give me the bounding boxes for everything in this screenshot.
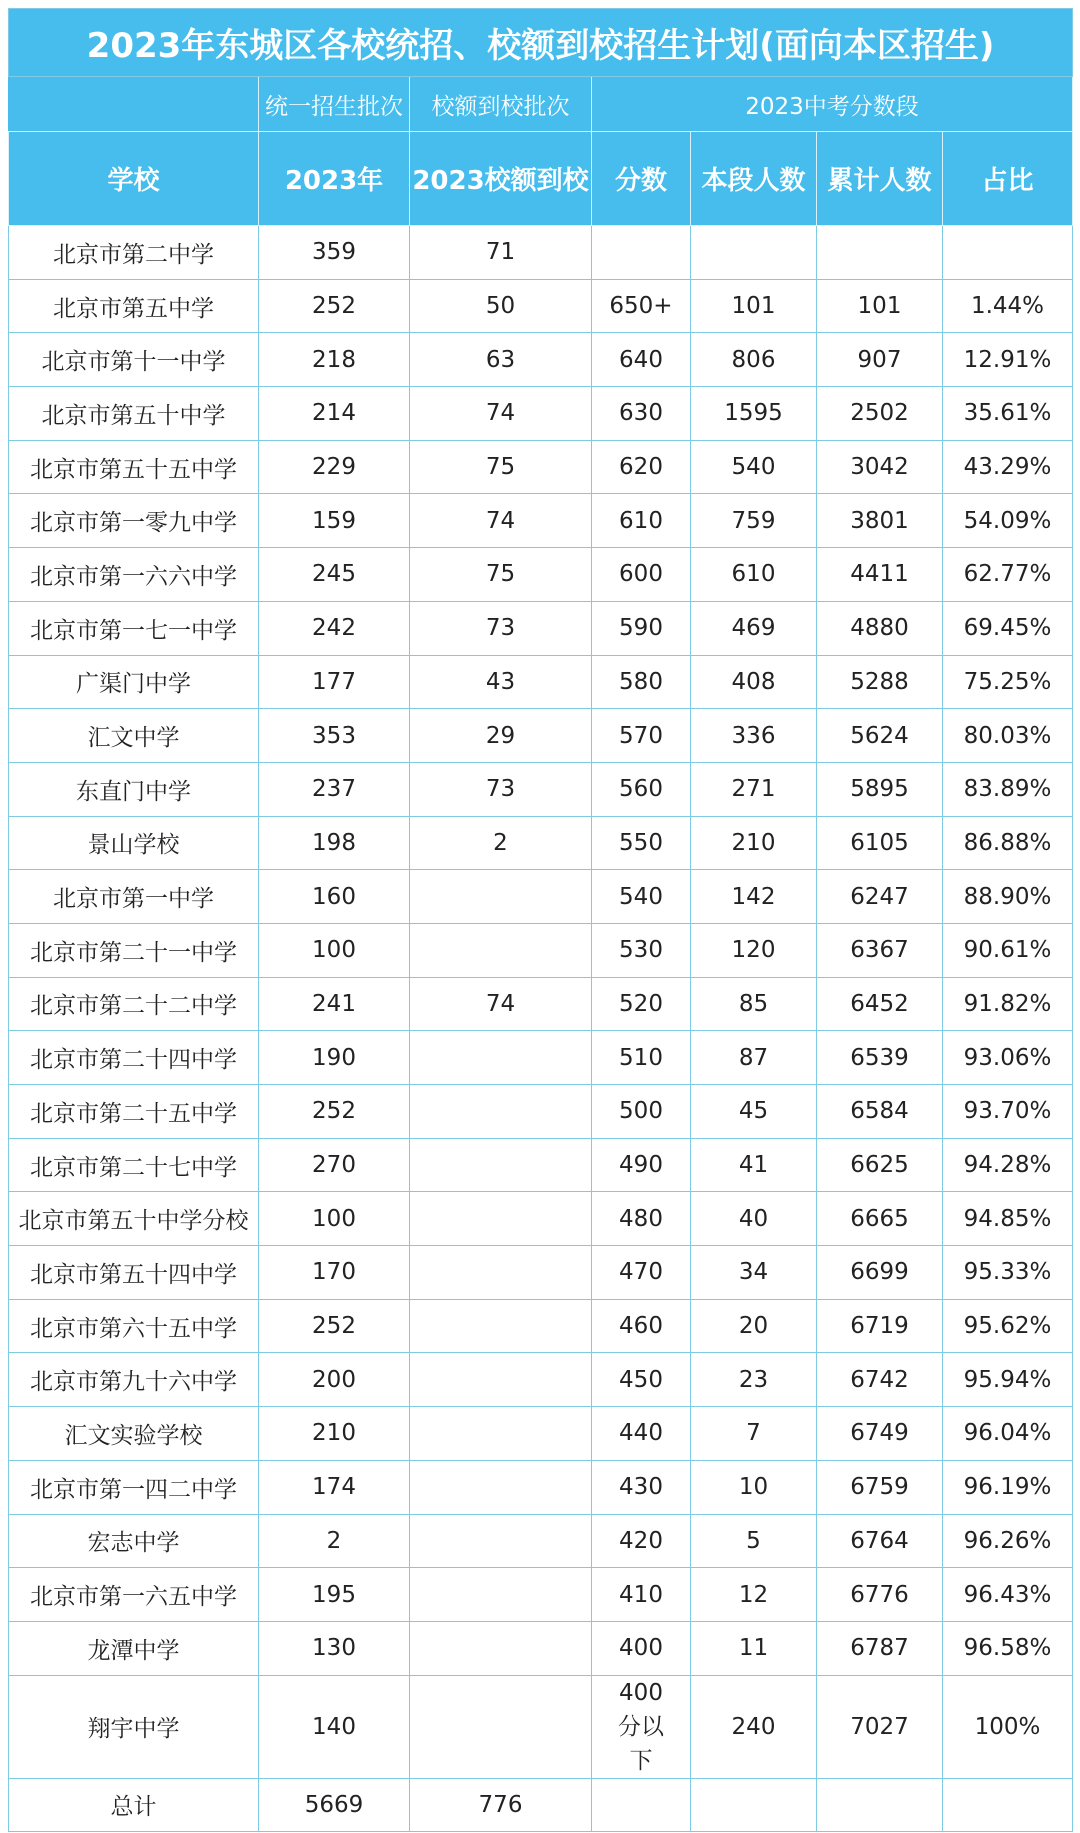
cell-band-count: 10: [691, 1460, 817, 1514]
cell-score: 400: [592, 1621, 691, 1675]
cell-school: 北京市第一四二中学: [9, 1460, 259, 1514]
cell-quota: 74: [410, 977, 592, 1031]
cell-unified: 210: [259, 1407, 410, 1461]
cell-ratio: 75.25%: [943, 655, 1073, 709]
cell-cumulative: 6749: [817, 1407, 943, 1461]
group-header-unified: 统一招生批次: [259, 77, 410, 132]
cell-quota: [410, 1192, 592, 1246]
cell-school: 北京市第二十二中学: [9, 977, 259, 1031]
cell-band-count: 610: [691, 548, 817, 602]
cell-ratio: 96.43%: [943, 1568, 1073, 1622]
cell-band-count: 336: [691, 709, 817, 763]
cell-score: 590: [592, 601, 691, 655]
cell-school: 北京市第五十中学: [9, 387, 259, 441]
cell-band-count: 540: [691, 440, 817, 494]
cell-unified: 252: [259, 279, 410, 333]
cell-school: 北京市第六十五中学: [9, 1299, 259, 1353]
cell-score: 630: [592, 387, 691, 441]
cell-unified: 160: [259, 870, 410, 924]
cell-score: 430: [592, 1460, 691, 1514]
cell-quota: 73: [410, 601, 592, 655]
total-empty-band: [691, 1778, 817, 1831]
total-empty-cumulative: [817, 1778, 943, 1831]
cell-unified: 198: [259, 816, 410, 870]
cell-score: [592, 226, 691, 280]
cell-score: 560: [592, 762, 691, 816]
cell-band-count: 40: [691, 1192, 817, 1246]
cell-cumulative: 5288: [817, 655, 943, 709]
cell-unified: 177: [259, 655, 410, 709]
cell-school: 北京市第二十七中学: [9, 1138, 259, 1192]
cell-ratio: 94.28%: [943, 1138, 1073, 1192]
table-row: [9, 1675, 1073, 1778]
cell-school: 广渠门中学: [9, 655, 259, 709]
cell-ratio: 90.61%: [943, 923, 1073, 977]
cell-ratio: 12.91%: [943, 333, 1073, 387]
cell-school: 北京市第一零九中学: [9, 494, 259, 548]
cell-score: 650+: [592, 279, 691, 333]
cell-band-count: 23: [691, 1353, 817, 1407]
cell-quota: [410, 1568, 592, 1622]
table-row: [9, 387, 1073, 441]
cell-school: 北京市第二中学: [9, 226, 259, 280]
cell-band-count: 34: [691, 1246, 817, 1300]
cell-band-count: 408: [691, 655, 817, 709]
admissions-table-wrapper: [8, 8, 1072, 1832]
cell-score: 450: [592, 1353, 691, 1407]
cell-cumulative: 6452: [817, 977, 943, 1031]
table-row: [9, 923, 1073, 977]
cell-school: 北京市第一中学: [9, 870, 259, 924]
cell-school: 北京市第一六五中学: [9, 1568, 259, 1622]
cell-ratio: [943, 226, 1073, 280]
table-row: [9, 494, 1073, 548]
cell-quota: 75: [410, 440, 592, 494]
cell-band-count: 12: [691, 1568, 817, 1622]
cell-quota: [410, 1299, 592, 1353]
cell-school: 宏志中学: [9, 1514, 259, 1568]
cell-score: 530: [592, 923, 691, 977]
cell-score: 410: [592, 1568, 691, 1622]
table-row: [9, 1031, 1073, 1085]
table-row: [9, 1085, 1073, 1139]
table-row: [9, 1192, 1073, 1246]
table-row: [9, 655, 1073, 709]
table-row: [9, 1353, 1073, 1407]
table-row: [9, 279, 1073, 333]
column-header-ratio: 占比: [943, 132, 1073, 226]
cell-score: 600: [592, 548, 691, 602]
cell-quota: 71: [410, 226, 592, 280]
cell-cumulative: 6759: [817, 1460, 943, 1514]
cell-quota: 43: [410, 655, 592, 709]
cell-school: 景山学校: [9, 816, 259, 870]
cell-score: 540: [592, 870, 691, 924]
cell-band-count: 210: [691, 816, 817, 870]
cell-unified: 174: [259, 1460, 410, 1514]
cell-cumulative: 6776: [817, 1568, 943, 1622]
table-row: [9, 1460, 1073, 1514]
cell-cumulative: 3042: [817, 440, 943, 494]
table-row: [9, 762, 1073, 816]
cell-score: 470: [592, 1246, 691, 1300]
table-row: [9, 1621, 1073, 1675]
cell-unified: 159: [259, 494, 410, 548]
group-header-blank: [9, 77, 259, 132]
cell-ratio: 94.85%: [943, 1192, 1073, 1246]
cell-unified: 195: [259, 1568, 410, 1622]
cell-school: 北京市第五中学: [9, 279, 259, 333]
table-row: [9, 226, 1073, 280]
cell-unified: 270: [259, 1138, 410, 1192]
cell-ratio: 1.44%: [943, 279, 1073, 333]
table-row: [9, 870, 1073, 924]
cell-ratio: 35.61%: [943, 387, 1073, 441]
cell-quota: [410, 1246, 592, 1300]
cell-score: 610: [592, 494, 691, 548]
cell-band-count: 87: [691, 1031, 817, 1085]
cell-band-count: 101: [691, 279, 817, 333]
table-row: [9, 1246, 1073, 1300]
cell-band-count: 240: [691, 1675, 817, 1778]
cell-ratio: 100%: [943, 1675, 1073, 1778]
cell-band-count: 5: [691, 1514, 817, 1568]
table-row: [9, 816, 1073, 870]
cell-school: 汇文中学: [9, 709, 259, 763]
table-row: [9, 1568, 1073, 1622]
total-empty-ratio: [943, 1778, 1073, 1831]
cell-band-count: 1595: [691, 387, 817, 441]
total-label: 总计: [9, 1778, 259, 1831]
cell-unified: 237: [259, 762, 410, 816]
cell-band-count: 45: [691, 1085, 817, 1139]
cell-ratio: 96.58%: [943, 1621, 1073, 1675]
table-row: [9, 1299, 1073, 1353]
cell-school: 东直门中学: [9, 762, 259, 816]
cell-score: 550: [592, 816, 691, 870]
cell-school: 北京市第五十五中学: [9, 440, 259, 494]
cell-ratio: 43.29%: [943, 440, 1073, 494]
cell-ratio: 83.89%: [943, 762, 1073, 816]
cell-quota: 50: [410, 279, 592, 333]
admissions-table: [8, 8, 1073, 1832]
cell-score: 420: [592, 1514, 691, 1568]
cell-quota: [410, 923, 592, 977]
cell-score: 480: [592, 1192, 691, 1246]
cell-ratio: 96.04%: [943, 1407, 1073, 1461]
cell-ratio: 95.33%: [943, 1246, 1073, 1300]
cell-ratio: 95.62%: [943, 1299, 1073, 1353]
table-row: [9, 601, 1073, 655]
cell-cumulative: 7027: [817, 1675, 943, 1778]
cell-unified: 130: [259, 1621, 410, 1675]
cell-cumulative: 6367: [817, 923, 943, 977]
column-header-cumulative: 累计人数: [817, 132, 943, 226]
cell-school: 北京市第一七一中学: [9, 601, 259, 655]
cell-ratio: 86.88%: [943, 816, 1073, 870]
total-quota: 776: [410, 1778, 592, 1831]
cell-school: 北京市第五十中学分校: [9, 1192, 259, 1246]
cell-band-count: 41: [691, 1138, 817, 1192]
cell-cumulative: [817, 226, 943, 280]
cell-cumulative: 6539: [817, 1031, 943, 1085]
cell-unified: 245: [259, 548, 410, 602]
cell-quota: [410, 1460, 592, 1514]
cell-ratio: 95.94%: [943, 1353, 1073, 1407]
group-header-quota: 校额到校批次: [410, 77, 592, 132]
cell-band-count: 11: [691, 1621, 817, 1675]
cell-quota: 73: [410, 762, 592, 816]
cell-cumulative: 5895: [817, 762, 943, 816]
cell-quota: 2: [410, 816, 592, 870]
cell-cumulative: 6247: [817, 870, 943, 924]
column-header-school: 学校: [9, 132, 259, 226]
table-row: [9, 1407, 1073, 1461]
cell-ratio: 93.70%: [943, 1085, 1073, 1139]
table-row: [9, 1138, 1073, 1192]
cell-cumulative: 6665: [817, 1192, 943, 1246]
cell-unified: 218: [259, 333, 410, 387]
cell-ratio: 62.77%: [943, 548, 1073, 602]
cell-ratio: 96.19%: [943, 1460, 1073, 1514]
cell-school: 龙潭中学: [9, 1621, 259, 1675]
cell-score: 440: [592, 1407, 691, 1461]
column-header-year: 2023年: [259, 132, 410, 226]
cell-cumulative: 6764: [817, 1514, 943, 1568]
cell-cumulative: 6625: [817, 1138, 943, 1192]
cell-cumulative: 101: [817, 279, 943, 333]
cell-quota: [410, 1353, 592, 1407]
table-row: [9, 709, 1073, 763]
cell-school: 翔宇中学: [9, 1675, 259, 1778]
cell-quota: [410, 1138, 592, 1192]
cell-cumulative: 6787: [817, 1621, 943, 1675]
cell-unified: 353: [259, 709, 410, 763]
cell-quota: [410, 1407, 592, 1461]
cell-ratio: 69.45%: [943, 601, 1073, 655]
cell-school: 北京市第十一中学: [9, 333, 259, 387]
cell-school: 北京市第二十五中学: [9, 1085, 259, 1139]
cell-quota: [410, 1675, 592, 1778]
cell-school: 汇文实验学校: [9, 1407, 259, 1461]
cell-quota: 74: [410, 387, 592, 441]
total-row: [9, 1778, 1073, 1831]
cell-unified: 252: [259, 1085, 410, 1139]
cell-cumulative: 6699: [817, 1246, 943, 1300]
cell-score: 510: [592, 1031, 691, 1085]
cell-school: 北京市第二十四中学: [9, 1031, 259, 1085]
cell-unified: 242: [259, 601, 410, 655]
cell-quota: [410, 1514, 592, 1568]
cell-cumulative: 6742: [817, 1353, 943, 1407]
cell-cumulative: 6719: [817, 1299, 943, 1353]
cell-cumulative: 5624: [817, 709, 943, 763]
cell-score: 400分以下: [592, 1675, 691, 1778]
cell-unified: 200: [259, 1353, 410, 1407]
total-empty-score: [592, 1778, 691, 1831]
table-row: [9, 977, 1073, 1031]
cell-quota: [410, 870, 592, 924]
cell-band-count: 271: [691, 762, 817, 816]
group-header-score-band: 2023中考分数段: [592, 77, 1073, 132]
cell-cumulative: 6584: [817, 1085, 943, 1139]
cell-unified: 241: [259, 977, 410, 1031]
table-row: [9, 440, 1073, 494]
table-title: 2023年东城区各校统招、校额到校招生计划(面向本区招生): [9, 9, 1073, 77]
total-unified: 5669: [259, 1778, 410, 1831]
cell-cumulative: 2502: [817, 387, 943, 441]
cell-cumulative: 6105: [817, 816, 943, 870]
cell-unified: 359: [259, 226, 410, 280]
cell-band-count: 7: [691, 1407, 817, 1461]
cell-quota: 75: [410, 548, 592, 602]
cell-score: 640: [592, 333, 691, 387]
cell-quota: 29: [410, 709, 592, 763]
cell-cumulative: 4880: [817, 601, 943, 655]
cell-ratio: 96.26%: [943, 1514, 1073, 1568]
cell-score: 580: [592, 655, 691, 709]
cell-unified: 170: [259, 1246, 410, 1300]
cell-ratio: 88.90%: [943, 870, 1073, 924]
cell-score: 570: [592, 709, 691, 763]
cell-ratio: 91.82%: [943, 977, 1073, 1031]
cell-score: 460: [592, 1299, 691, 1353]
cell-school: 北京市第五十四中学: [9, 1246, 259, 1300]
cell-band-count: 806: [691, 333, 817, 387]
cell-unified: 214: [259, 387, 410, 441]
cell-school: 北京市第一六六中学: [9, 548, 259, 602]
cell-quota: 74: [410, 494, 592, 548]
cell-school: 北京市第二十一中学: [9, 923, 259, 977]
table-row: [9, 548, 1073, 602]
table-row: [9, 333, 1073, 387]
cell-quota: [410, 1031, 592, 1085]
cell-band-count: 120: [691, 923, 817, 977]
cell-unified: 2: [259, 1514, 410, 1568]
column-header-band-count: 本段人数: [691, 132, 817, 226]
cell-score: 520: [592, 977, 691, 1031]
cell-ratio: 54.09%: [943, 494, 1073, 548]
cell-band-count: 142: [691, 870, 817, 924]
cell-score: 620: [592, 440, 691, 494]
cell-cumulative: 4411: [817, 548, 943, 602]
column-header-quota: 2023校额到校: [410, 132, 592, 226]
cell-unified: 100: [259, 923, 410, 977]
cell-score: 490: [592, 1138, 691, 1192]
cell-ratio: 93.06%: [943, 1031, 1073, 1085]
cell-unified: 100: [259, 1192, 410, 1246]
cell-ratio: 80.03%: [943, 709, 1073, 763]
cell-unified: 140: [259, 1675, 410, 1778]
cell-unified: 229: [259, 440, 410, 494]
cell-quota: [410, 1085, 592, 1139]
cell-school: 北京市第九十六中学: [9, 1353, 259, 1407]
cell-cumulative: 907: [817, 333, 943, 387]
cell-band-count: 85: [691, 977, 817, 1031]
cell-unified: 190: [259, 1031, 410, 1085]
cell-cumulative: 3801: [817, 494, 943, 548]
cell-band-count: [691, 226, 817, 280]
cell-band-count: 469: [691, 601, 817, 655]
table-row: [9, 1514, 1073, 1568]
cell-unified: 252: [259, 1299, 410, 1353]
cell-score: 500: [592, 1085, 691, 1139]
cell-quota: 63: [410, 333, 592, 387]
column-header-score: 分数: [592, 132, 691, 226]
cell-band-count: 759: [691, 494, 817, 548]
cell-band-count: 20: [691, 1299, 817, 1353]
cell-quota: [410, 1621, 592, 1675]
